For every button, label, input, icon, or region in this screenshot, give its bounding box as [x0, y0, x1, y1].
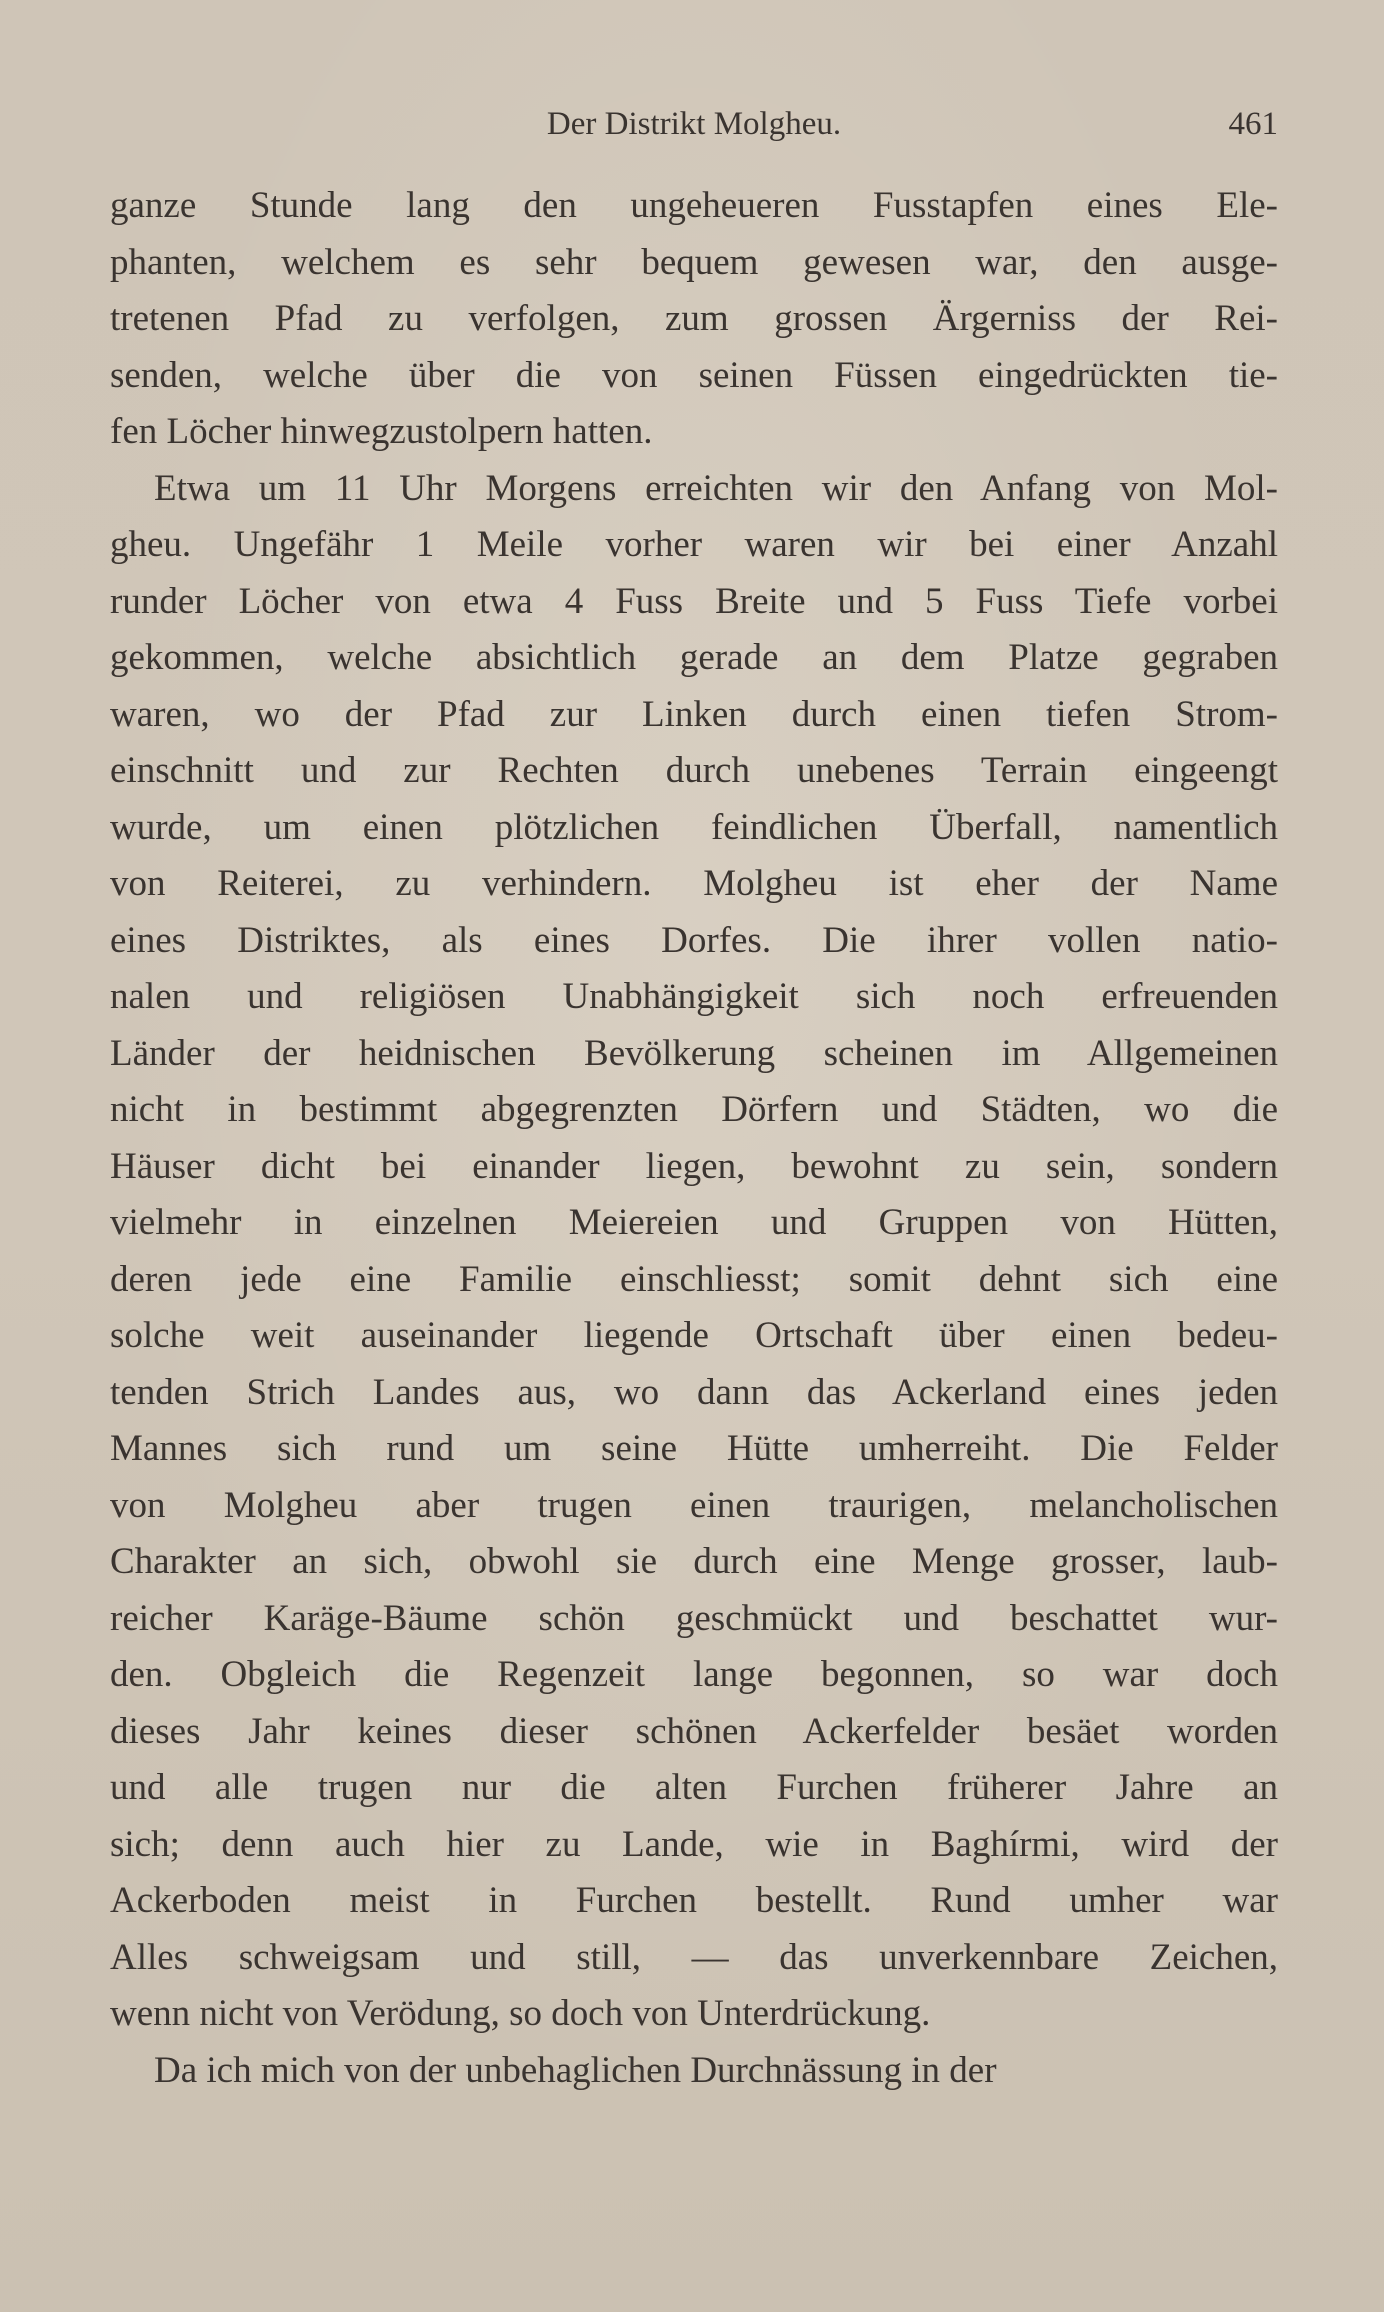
text-line: von Molgheu aber trugen einen traurigen, melancholischen	[110, 1484, 1278, 1526]
text-line: und alle trugen nur die alten Furchen früherer Jahre an	[110, 1767, 1278, 1808]
text-line: sich; denn auch hier zu Lande, wie in Baghírmi, wird der	[110, 1823, 1278, 1865]
paragraph-start-line: Da ich mich von der unbehaglichen Durchnässung in der	[154, 2049, 997, 2091]
text-line: wenn nicht von Verödung, so doch von Unterdrückung.	[110, 1993, 931, 2034]
text-line: Ackerboden meist in Furchen bestellt. Rund umher war	[110, 1880, 1278, 1921]
text-line: Länder der heidnischen Bevölkerung scheinen im Allgemeinen	[110, 1032, 1278, 1074]
text-line: tretenen Pfad zu verfolgen, zum grossen Ärgerniss der Rei-	[110, 298, 1278, 339]
text-line: Häuser dicht bei einander liegen, bewohnt zu sein, sondern	[110, 1145, 1278, 1187]
text-line: eines Distriktes, als eines Dorfes. Die ihrer vollen natio-	[110, 919, 1278, 961]
text-line: den. Obgleich die Regenzeit lange begonnen, so war doch	[110, 1654, 1278, 1695]
text-line: ganze Stunde lang den ungeheueren Fusstapfen eines Ele-	[110, 185, 1278, 226]
page-number: 461	[1228, 106, 1278, 142]
text-line: Mannes sich rund um seine Hütte umherreiht. Die Felder	[110, 1428, 1278, 1469]
text-line: fen Löcher hinwegzustolpern hatten.	[110, 411, 653, 452]
running-header	[110, 100, 1278, 148]
text-line: gekommen, welche absichtlich gerade an dem Platze gegraben	[110, 637, 1278, 678]
text-line: von Reiterei, zu verhindern. Molgheu ist eher der Name	[110, 863, 1278, 904]
text-line: dieses Jahr keines dieser schönen Ackerfelder besäet worden	[110, 1710, 1278, 1752]
text-line: vielmehr in einzelnen Meiereien und Gruppen von Hütten,	[110, 1202, 1278, 1243]
text-line: senden, welche über die von seinen Füssen eingedrückten tie-	[110, 354, 1278, 396]
text-line: gheu. Ungefähr 1 Meile vorher waren wir bei einer Anzahl	[110, 524, 1278, 565]
text-line: phanten, welchem es sehr bequem gewesen war, den ausge-	[110, 241, 1278, 283]
text-line: Charakter an sich, obwohl sie durch eine Menge grosser, laub-	[110, 1541, 1278, 1582]
text-line: runder Löcher von etwa 4 Fuss Breite und 5 Fuss Tiefe vorbei	[110, 580, 1278, 622]
text-line: wurde, um einen plötzlichen feindlichen Überfall, namentlich	[110, 806, 1278, 848]
text-line: tenden Strich Landes aus, wo dann das Ackerland eines jeden	[110, 1371, 1278, 1413]
paragraph-start-line: Etwa um 11 Uhr Morgens erreichten wir den Anfang von Mol-	[154, 467, 1278, 509]
text-line: solche weit auseinander liegende Ortschaft über einen bedeu-	[110, 1315, 1278, 1356]
text-line: einschnitt und zur Rechten durch unebenes Terrain eingeengt	[110, 750, 1278, 791]
body-text	[110, 178, 1278, 2099]
text-line: reicher Karäge-Bäume schön geschmückt und beschattet wur-	[110, 1597, 1278, 1639]
running-title: Der Distrikt Molgheu.	[546, 106, 842, 142]
text-line: nalen und religiösen Unabhängigkeit sich noch erfreuenden	[110, 976, 1278, 1017]
text-line: deren jede eine Familie einschliesst; somit dehnt sich eine	[110, 1258, 1278, 1300]
text-line: waren, wo der Pfad zur Linken durch einen tiefen Strom-	[110, 693, 1278, 735]
text-line: nicht in bestimmt abgegrenzten Dörfern und Städten, wo die	[110, 1089, 1278, 1130]
text-line: Alles schweigsam und still, — das unverkennbare Zeichen,	[110, 1936, 1278, 1978]
